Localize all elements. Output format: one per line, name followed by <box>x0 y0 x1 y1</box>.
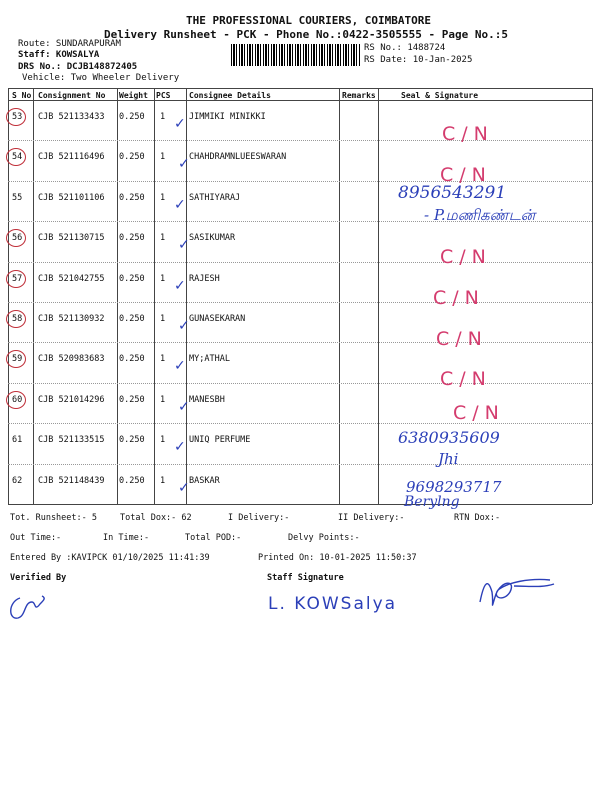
row-divider <box>8 140 592 141</box>
printed-on: Printed On: 10-01-2025 11:50:37 <box>258 553 417 563</box>
cn-stamp-3: C/N <box>440 246 492 268</box>
route-label: Route: SUNDARAPURAM <box>18 39 121 49</box>
row-sno: 55 <box>12 192 23 203</box>
col-header-consignment: Consignment No <box>38 91 106 100</box>
in-time: In Time:- <box>103 533 150 543</box>
row-pcs: 1 <box>160 273 166 284</box>
row-sno: 61 <box>12 435 23 446</box>
sno-circle-mark <box>6 391 26 409</box>
tick-mark-icon: ✓ <box>174 358 186 375</box>
row-divider <box>8 383 592 384</box>
row-weight: 0.250 <box>119 354 145 365</box>
col-header-consignee: Consignee Details <box>189 91 271 100</box>
tick-mark-icon: ✓ <box>178 237 190 254</box>
tick-mark-icon: ✓ <box>174 116 186 132</box>
barcode-image <box>231 44 361 66</box>
row-consignee: JIMMIKI MINIKKI <box>189 112 266 122</box>
staff-signature-scribble <box>470 572 560 616</box>
row-pcs: 1 <box>160 314 166 324</box>
row-weight: 0.250 <box>119 314 145 324</box>
row-divider <box>8 262 592 263</box>
out-time: Out Time:- <box>10 533 62 543</box>
handwritten-phone-3: 9698293717 <box>406 478 502 496</box>
sno-circle-mark <box>6 310 26 328</box>
row-weight: 0.250 <box>119 152 145 163</box>
col-header-sno: S No <box>12 91 32 100</box>
row-weight: 0.250 <box>119 475 145 486</box>
runsheet-table <box>8 88 592 504</box>
row-weight: 0.250 <box>119 435 145 446</box>
tot-runsheet: Tot. Runsheet:- 5 <box>10 513 97 523</box>
row-consignment-no: CJB 521133433 <box>38 112 105 122</box>
row-consignment-no: CJB 521130932 <box>38 314 105 324</box>
row-pcs: 1 <box>160 435 166 446</box>
total-pod: Total POD:- <box>185 533 242 543</box>
row-sno: 59 <box>12 354 23 365</box>
tick-mark-icon: ✓ <box>178 479 190 496</box>
sno-circle-mark <box>6 148 26 166</box>
handwritten-phone-2: 6380935609 <box>398 428 500 447</box>
tick-mark-icon: ✓ <box>178 318 190 334</box>
rs-date: RS Date: 10-Jan-2025 <box>364 55 473 65</box>
row-consignee: CHAHDRAMNLUEESWARAN <box>189 152 287 163</box>
sno-circle-mark <box>6 350 26 368</box>
cn-stamp-4: C/N <box>433 287 485 309</box>
row-sno: 62 <box>12 475 23 486</box>
row-consignee: UNIQ PERFUME <box>189 435 251 446</box>
verifier-signature <box>6 590 48 626</box>
row-pcs: 1 <box>160 112 166 122</box>
tick-mark-icon: ✓ <box>174 196 186 213</box>
row-pcs: 1 <box>160 354 166 365</box>
row-weight: 0.250 <box>119 233 145 244</box>
row-sno: 57 <box>12 273 23 284</box>
vehicle-label: Vehicle: Two Wheeler Delivery <box>22 73 180 83</box>
col-header-weight: Weight <box>119 91 148 100</box>
row-weight: 0.250 <box>119 192 145 203</box>
row-weight: 0.250 <box>119 394 145 405</box>
row-divider <box>8 302 592 303</box>
row-consignee: SATHIYARAJ <box>189 192 241 203</box>
row-consignee: BASKAR <box>189 475 220 486</box>
row-pcs: 1 <box>160 233 166 244</box>
row-consignment-no: CJB 521116496 <box>38 152 105 163</box>
cn-stamp-7: C/N <box>453 402 505 424</box>
tick-mark-icon: ✓ <box>178 398 190 415</box>
rs-number: RS No.: 1488724 <box>364 43 446 53</box>
staff-signature-label: Staff Signature <box>267 573 344 583</box>
row-consignment-no: CJB 520983683 <box>38 354 105 365</box>
handwritten-signature-3: Berylng <box>404 494 460 510</box>
row-consignment-no: CJB 521133515 <box>38 435 105 446</box>
delvy-points: Delvy Points:- <box>288 533 360 543</box>
row-consignment-no: CJB 521148439 <box>38 475 105 486</box>
col-header-seal-signature: Seal & Signature <box>401 91 479 100</box>
col-header-pcs: PCS <box>156 91 171 100</box>
row-sno: 60 <box>12 394 23 405</box>
runsheet-title: Delivery Runsheet - PCK - Phone No.:0422-3505555 - Page No.:5 <box>104 28 508 41</box>
row-consignment-no: CJB 521130715 <box>38 233 105 244</box>
row-weight: 0.250 <box>119 112 145 122</box>
row-pcs: 1 <box>160 394 166 405</box>
row-sno: 56 <box>12 233 23 244</box>
col-header-remarks: Remarks <box>342 91 376 100</box>
row-pcs: 1 <box>160 192 166 203</box>
row-consignment-no: CJB 521101106 <box>38 192 105 203</box>
row-divider <box>8 342 592 343</box>
ii-delivery: II Delivery:- <box>338 513 405 523</box>
row-pcs: 1 <box>160 152 166 163</box>
cn-stamp-6: C/N <box>440 368 492 390</box>
i-delivery: I Delivery:- <box>228 513 290 523</box>
row-consignee: MANESBH <box>189 394 225 405</box>
row-consignee: MY;ATHAL <box>189 354 230 365</box>
row-consignee: GUNASEKARAN <box>189 314 246 324</box>
cn-stamp-1: C/N <box>442 123 494 145</box>
cn-stamp-2: C/N <box>440 164 492 186</box>
row-consignment-no: CJB 521014296 <box>38 394 105 405</box>
tick-mark-icon: ✓ <box>174 277 186 294</box>
tick-mark-icon: ✓ <box>174 439 186 456</box>
row-divider <box>8 181 592 182</box>
row-sno: 58 <box>12 314 23 324</box>
row-sno: 53 <box>12 112 23 122</box>
total-dox: Total Dox:- 62 <box>120 513 192 523</box>
row-consignee: SASIKUMAR <box>189 233 236 244</box>
handwritten-phone-1: 8956543291 <box>398 183 507 203</box>
row-consignee: RAJESH <box>189 273 220 284</box>
sno-circle-mark <box>6 108 26 126</box>
staff-handwritten-name: L. KOWSalya <box>268 594 398 614</box>
handwritten-signature-2: Jhi <box>438 450 459 468</box>
entered-by: Entered By :KAVIPCK 01/10/2025 11:41:39 <box>10 553 210 563</box>
row-consignment-no: CJB 521042755 <box>38 273 105 284</box>
row-divider <box>8 464 592 465</box>
cn-stamp-5: C/N <box>436 328 488 350</box>
tick-mark-icon: ✓ <box>178 156 190 173</box>
drs-number: DRS No.: DCJB148872405 <box>18 62 138 72</box>
handwritten-signature-1: - P.மணிகண்டன் <box>424 206 536 224</box>
staff-label: Staff: KOWSALYA <box>18 50 100 60</box>
row-weight: 0.250 <box>119 273 145 284</box>
rtn-dox: RTN Dox:- <box>454 513 501 523</box>
row-pcs: 1 <box>160 475 166 486</box>
verified-by-label: Verified By <box>10 573 67 583</box>
company-title: THE PROFESSIONAL COURIERS, COIMBATORE <box>186 14 432 27</box>
sno-circle-mark <box>6 270 26 288</box>
row-sno: 54 <box>12 152 23 163</box>
sno-circle-mark <box>6 229 26 247</box>
